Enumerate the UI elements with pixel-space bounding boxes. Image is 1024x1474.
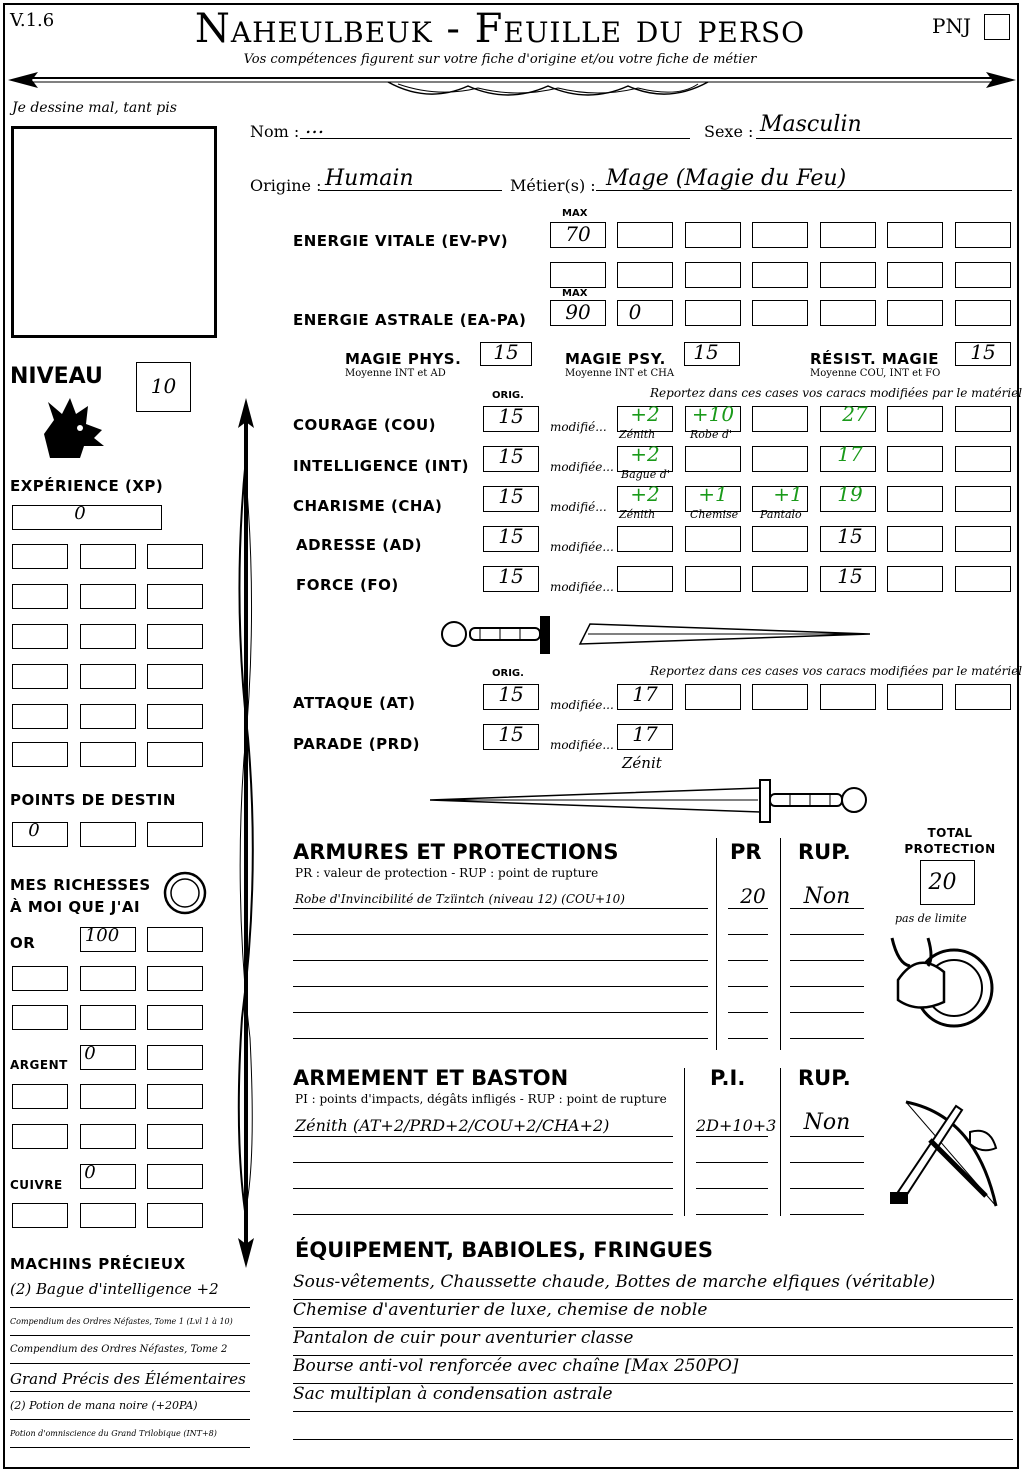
ev-label: ENERGIE VITALE (EV-PV) [293, 232, 509, 250]
ev-box[interactable] [955, 262, 1011, 288]
total-protection-label: TOTAL [927, 826, 973, 840]
stat-mod-box[interactable] [752, 406, 808, 432]
armure-line [790, 960, 864, 961]
equipement-item[interactable]: Sac multiplan à condensation astrale [293, 1384, 1013, 1412]
money-box[interactable] [80, 966, 136, 991]
arme-line [293, 1214, 673, 1215]
machins-item[interactable]: Potion d'omniscience du Grand Trilobique (INT+8) [10, 1420, 250, 1448]
xp-grid-box[interactable] [12, 624, 68, 649]
stat-mod-label: modifié... [550, 420, 607, 434]
machins-list [10, 1280, 250, 1448]
stat-mod-box[interactable] [887, 446, 943, 472]
column-divider [684, 1068, 685, 1216]
stat-mod-box[interactable] [955, 566, 1011, 592]
armure-line [728, 908, 768, 909]
xp-grid-box[interactable] [147, 544, 203, 569]
xp-grid-box[interactable] [12, 544, 68, 569]
armure-line [790, 1012, 864, 1013]
stat-mod-box[interactable] [752, 526, 808, 552]
or-label: OR [10, 934, 36, 952]
stat-final-value: 27 [842, 402, 868, 426]
xp-grid-box[interactable] [80, 584, 136, 609]
stat-mod-box[interactable] [685, 446, 741, 472]
argent-value: 0 [84, 1043, 96, 1064]
magie-psy-label: MAGIE PSY. [565, 350, 666, 368]
stat-mod-value: +2 [630, 402, 660, 426]
combat-label: PARADE (PRD) [293, 735, 421, 753]
stat-mod-label: modifié... [550, 500, 607, 514]
armure-line [728, 1012, 768, 1013]
xp-grid-box[interactable] [147, 704, 203, 729]
money-box[interactable] [147, 1203, 203, 1228]
armement-title: ARMEMENT ET BASTON [293, 1066, 569, 1090]
ea-current-value: 0 [628, 300, 642, 324]
ea-box[interactable] [685, 300, 741, 326]
destin-box[interactable] [147, 822, 203, 847]
money-box[interactable] [147, 1164, 203, 1189]
stat-mod-box[interactable] [617, 526, 673, 552]
total-protection-label-2: PROTECTION [904, 842, 996, 856]
pi-header: P.I. [710, 1066, 746, 1090]
stat-mod-label: modifiée... [550, 580, 614, 594]
xp-value: 0 [74, 503, 86, 524]
metier-value[interactable]: Mage (Magie du Feu) [606, 166, 847, 191]
armures-sub: PR : valeur de protection - RUP : point de rupture [295, 866, 599, 880]
stat-label: COURAGE (COU) [293, 416, 437, 434]
xp-grid-box[interactable] [147, 584, 203, 609]
combat-mod-box[interactable] [820, 684, 876, 710]
sexe-line [756, 138, 1012, 139]
ev-box[interactable] [617, 222, 673, 248]
resist-magie-value: 15 [970, 340, 996, 364]
armure-line [293, 1038, 708, 1039]
armure-line [293, 986, 708, 987]
money-box[interactable] [147, 927, 203, 952]
stat-mod-box[interactable] [955, 446, 1011, 472]
origine-label: Origine : [250, 176, 322, 195]
armure-line [790, 908, 864, 909]
stat-mod-box[interactable] [685, 566, 741, 592]
ev-max-label: MAX [562, 208, 588, 219]
stat-label: ADRESSE (AD) [296, 536, 423, 554]
equipement-title: ÉQUIPEMENT, BABIOLES, FRINGUES [295, 1238, 713, 1262]
destin-value: 0 [28, 820, 40, 841]
destin-label: POINTS DE DESTIN [10, 791, 176, 809]
xp-grid-box[interactable] [147, 624, 203, 649]
stat-mod-value: +10 [691, 402, 735, 426]
stat-mod-label: modifiée... [550, 540, 614, 554]
combat-mod-value: 17 [632, 722, 658, 746]
stat-orig-value: 15 [498, 484, 524, 508]
combat-mod-box[interactable] [752, 684, 808, 710]
stat-orig-value: 15 [498, 564, 524, 588]
xp-grid-box[interactable] [80, 544, 136, 569]
stat-label: FORCE (FO) [296, 576, 399, 594]
armure-line [728, 960, 768, 961]
nom-line [300, 138, 690, 139]
arme-rup[interactable]: Non [803, 1110, 851, 1135]
armure-line [293, 934, 708, 935]
magie-phys-sub: Moyenne INT et AD [345, 368, 446, 379]
equipement-item[interactable]: Sous-vêtements, Chaussette chaude, Bottes de marche elfiques (véritable) [293, 1272, 1013, 1300]
xp-grid-box[interactable] [80, 742, 136, 767]
magie-phys-label: MAGIE PHYS. [345, 350, 462, 368]
ev-box[interactable] [820, 222, 876, 248]
arme-line [696, 1162, 768, 1163]
stat-orig-value: 15 [498, 444, 524, 468]
nom-value[interactable]: ... [305, 114, 325, 138]
equipement-item[interactable]: Bourse anti-vol renforcée avec chaîne [Max 250PO] [293, 1356, 1013, 1384]
niveau-label: NIVEAU [10, 364, 103, 389]
stat-mod-box[interactable] [887, 486, 943, 512]
xp-grid-box[interactable] [147, 664, 203, 689]
money-box[interactable] [80, 1124, 136, 1149]
combat-mod-value: 17 [632, 682, 658, 706]
stat-mod-caption: Zénith [619, 428, 656, 441]
ev-box[interactable] [820, 262, 876, 288]
arme-line [790, 1214, 864, 1215]
armure-line [790, 986, 864, 987]
destin-box[interactable] [80, 822, 136, 847]
xp-grid-box[interactable] [80, 704, 136, 729]
ev-box[interactable] [887, 262, 943, 288]
stat-final-value: 15 [837, 564, 863, 588]
armure-rup[interactable]: Non [803, 884, 851, 909]
arme-name[interactable]: Zénith (AT+2/PRD+2/COU+2/CHA+2) [295, 1116, 610, 1135]
stat-mod-box[interactable] [887, 566, 943, 592]
equipement-list [293, 1272, 1013, 1468]
arme-line [696, 1136, 768, 1137]
page-subtitle: Vos compétences figurent sur votre fiche d'origine et/ou votre fiche de métier [243, 52, 757, 67]
ea-box[interactable] [752, 300, 808, 326]
money-box[interactable] [147, 1045, 203, 1070]
richesses-label-2: À MOI QUE J'AI [10, 898, 141, 916]
arme-line [696, 1188, 768, 1189]
armure-line [728, 986, 768, 987]
origine-value[interactable]: Humain [325, 166, 414, 191]
ea-box[interactable] [955, 300, 1011, 326]
ev-box[interactable] [617, 262, 673, 288]
stats-orig-label: ORIG. [492, 390, 524, 401]
armure-line [790, 1038, 864, 1039]
coin-icon [162, 870, 208, 916]
magie-psy-value: 15 [693, 340, 719, 364]
xp-grid-box[interactable] [80, 664, 136, 689]
money-box[interactable] [147, 1005, 203, 1030]
magie-phys-value: 15 [493, 340, 519, 364]
money-box[interactable] [12, 1005, 68, 1030]
combat-label: ATTAQUE (AT) [293, 694, 416, 712]
stat-mod-value: +2 [630, 482, 660, 506]
combat-mod-caption: Zénit [622, 754, 662, 772]
pr-header: PR [730, 840, 762, 864]
portrait-box[interactable] [11, 126, 217, 338]
ea-label: ENERGIE ASTRALE (EA-PA) [293, 311, 527, 329]
xp-grid-box[interactable] [147, 742, 203, 767]
stat-mod-box[interactable] [752, 446, 808, 472]
resist-magie-sub: Moyenne COU, INT et FO [810, 368, 941, 379]
version-label: V.1.6 [10, 10, 55, 31]
arme-line [790, 1162, 864, 1163]
armure-name[interactable]: Robe d'Invincibilité de Tzïintch (niveau 12) (COU+10) [295, 892, 625, 906]
equipement-item[interactable]: Pantalon de cuir pour aventurier classe [293, 1328, 1013, 1356]
nom-label: Nom : [250, 122, 300, 141]
metier-label: Métier(s) : [510, 176, 596, 195]
helmet-shield-icon [888, 928, 998, 1038]
machins-item[interactable]: (2) Potion de mana noire (+20PA) [10, 1392, 250, 1420]
ev-box[interactable] [550, 262, 606, 288]
machins-item[interactable]: (2) Bague d'intelligence +2 [10, 1280, 250, 1308]
equipement-item[interactable]: Chemise d'aventurier de luxe, chemise de noble [293, 1300, 1013, 1328]
niveau-value: 10 [150, 374, 177, 398]
xp-label: EXPÉRIENCE (XP) [10, 477, 164, 495]
xp-grid-box[interactable] [12, 742, 68, 767]
column-divider [780, 1068, 781, 1216]
richesses-label: MES RICHESSES [10, 876, 151, 894]
ev-box[interactable] [752, 222, 808, 248]
machins-item[interactable]: Compendium des Ordres Néfastes, Tome 2 [10, 1336, 250, 1364]
armures-title: ARMURES ET PROTECTIONS [293, 840, 619, 864]
stat-label: INTELLIGENCE (INT) [293, 457, 469, 475]
page-title: Naheulbeuk - Feuille du perso [194, 6, 806, 52]
combat-mod-box[interactable] [955, 684, 1011, 710]
pnj-checkbox[interactable] [984, 14, 1010, 40]
combat-mod-box[interactable] [887, 684, 943, 710]
cuivre-label: CUIVRE [10, 1178, 63, 1192]
combat-orig-value: 15 [498, 722, 524, 746]
ea-box[interactable] [887, 300, 943, 326]
stat-mod-value: +2 [630, 442, 660, 466]
weapons-icon [886, 1096, 1010, 1216]
stat-mod-box[interactable] [752, 566, 808, 592]
stat-mod-caption: Robe d' [690, 428, 733, 441]
magie-psy-sub: Moyenne INT et CHA [565, 368, 675, 379]
resist-magie-label: RÉSIST. MAGIE [810, 350, 940, 368]
pnj-label: PNJ [932, 14, 971, 38]
column-divider [780, 838, 781, 1050]
total-protection-value: 20 [928, 870, 957, 895]
rup-header: RUP. [798, 1066, 851, 1090]
stat-mod-value: +1 [698, 482, 728, 506]
stat-mod-caption: Chemise [690, 508, 739, 521]
stat-final-value: 15 [837, 524, 863, 548]
arme-line [293, 1188, 673, 1189]
stats-note: Reportez dans ces cases vos caracs modifiées par le matériel [650, 386, 1023, 400]
armure-line [293, 960, 708, 961]
combat-mod-label: modifiée... [550, 738, 614, 752]
money-box[interactable] [147, 966, 203, 991]
stat-label: CHARISME (CHA) [293, 497, 443, 515]
money-box[interactable] [147, 1084, 203, 1109]
armure-line [728, 1038, 768, 1039]
argent-label: ARGENT [10, 1058, 68, 1072]
stat-mod-box[interactable] [955, 486, 1011, 512]
column-divider [716, 838, 717, 1050]
stat-mod-box[interactable] [955, 526, 1011, 552]
ea-max-label: MAX [562, 288, 588, 299]
ev-box[interactable] [955, 222, 1011, 248]
money-box[interactable] [12, 1124, 68, 1149]
combat-mod-box[interactable] [685, 684, 741, 710]
ev-box[interactable] [685, 222, 741, 248]
no-limit-label: pas de limite [895, 912, 967, 925]
dragon-icon [40, 394, 108, 464]
machins-item[interactable]: Grand Précis des Élémentaires [10, 1364, 250, 1392]
combat-note: Reportez dans ces cases vos caracs modifiées par le matériel [650, 664, 1023, 678]
xp-grid-box[interactable] [12, 704, 68, 729]
equipement-line[interactable] [293, 1412, 1013, 1440]
xp-grid-box[interactable] [80, 624, 136, 649]
stat-mod-value: +1 [773, 482, 803, 506]
machins-item[interactable]: Compendium des Ordres Néfastes, Tome 1 (Lvl 1 à 10) [10, 1308, 250, 1336]
armement-sub: PI : points d'impacts, dégâts infligés - RUP : point de rupture [295, 1092, 667, 1106]
stat-mod-caption: Bague d' [621, 468, 670, 481]
or-value: 100 [84, 925, 120, 946]
stat-orig-value: 15 [498, 524, 524, 548]
money-box[interactable] [80, 1084, 136, 1109]
spear-divider-ornament [228, 398, 264, 1268]
money-box[interactable] [80, 1005, 136, 1030]
stat-mod-label: modifiée... [550, 460, 614, 474]
ev-box[interactable] [752, 262, 808, 288]
combat-orig-label: ORIG. [492, 668, 524, 679]
stat-mod-box[interactable] [685, 526, 741, 552]
combat-mod-label: modifiée... [550, 698, 614, 712]
arme-line [696, 1214, 768, 1215]
money-box[interactable] [80, 1203, 136, 1228]
arme-line [790, 1188, 864, 1189]
stat-orig-value: 15 [498, 404, 524, 428]
sexe-label: Sexe : [704, 122, 754, 141]
arme-pi[interactable]: 2D+10+3 [696, 1116, 777, 1135]
armure-line [293, 1012, 708, 1013]
stat-mod-box[interactable] [887, 406, 943, 432]
stat-mod-box[interactable] [617, 566, 673, 592]
stat-mod-caption: Pantalo [760, 508, 802, 521]
ev-box[interactable] [887, 222, 943, 248]
arme-line [293, 1136, 673, 1137]
money-box[interactable] [12, 966, 68, 991]
money-box[interactable] [147, 1124, 203, 1149]
equipement-line[interactable] [293, 1440, 1013, 1468]
money-box[interactable] [12, 1203, 68, 1228]
armure-pr[interactable]: 20 [740, 884, 766, 908]
stat-final-value: 17 [837, 442, 863, 466]
xp-grid-box[interactable] [12, 584, 68, 609]
rup-header: RUP. [798, 840, 851, 864]
sword-icon [430, 776, 870, 826]
combat-orig-value: 15 [498, 682, 524, 706]
ev-box[interactable] [685, 262, 741, 288]
armure-line [293, 908, 708, 909]
sword-icon [430, 612, 870, 658]
ea-max-value: 90 [565, 300, 591, 324]
arme-line [790, 1136, 864, 1137]
armure-line [728, 934, 768, 935]
arme-line [293, 1162, 673, 1163]
ev-max-value: 70 [565, 222, 591, 246]
stat-mod-caption: Zénith [619, 508, 656, 521]
stat-mod-box[interactable] [887, 526, 943, 552]
stat-final-value: 19 [837, 482, 863, 506]
sexe-value[interactable]: Masculin [760, 112, 862, 137]
money-box[interactable] [12, 1084, 68, 1109]
cuivre-value: 0 [84, 1162, 96, 1183]
xp-grid-box[interactable] [12, 664, 68, 689]
ea-box[interactable] [820, 300, 876, 326]
armure-line [790, 934, 864, 935]
machins-label: MACHINS PRÉCIEUX [10, 1255, 186, 1273]
portrait-caption: Je dessine mal, tant pis [12, 100, 177, 116]
stat-mod-box[interactable] [955, 406, 1011, 432]
